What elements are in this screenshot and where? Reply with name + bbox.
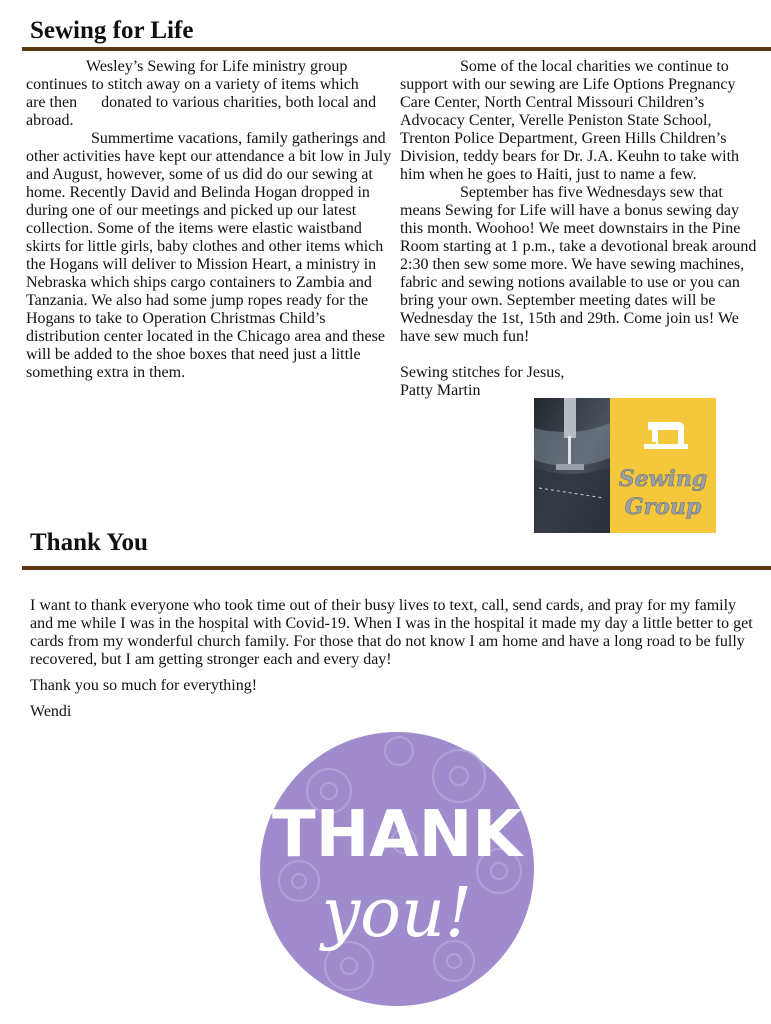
section-divider <box>22 566 771 570</box>
sewing-left-paragraph-1-line-4: abroad. <box>26 112 74 129</box>
thank-image-line-1: THANK <box>272 798 522 872</box>
sewing-signature: Patty Martin <box>400 382 481 399</box>
thank-image-line-2: you! <box>321 874 473 953</box>
thanks-paragraph-2: Thank you so much for everything! <box>30 677 258 694</box>
thanks-signature: Wendi <box>30 703 72 720</box>
sewing-left-column <box>26 58 392 382</box>
thanks-paragraph-1: I want to thank everyone who took time out of their busy lives to text, call, send cards, and pray for my family and me while I was in the hospital with Covid-19. When I was in the hospital it made my day a little better to get cards from my wonderful church family. For those that do not know I am home and have a long road to be fully recovered, but I am getting stronger each and every day! <box>30 597 753 668</box>
thanks-heading: Thank You <box>30 529 148 556</box>
sewing-left-paragraph-2: Summertime vacations, family gatherings and other activities have kept our attendance a bit low in July and August, however, some of us did do our sewing at home. Recently David and Belinda Hogan dropped in during one of our meetings and picked up our latest collection. Some of the items were elastic waistband skirts for little girls, baby clothes and other items which the Hogans will deliver to Mission Heart, a ministry in Nebraska which ships cargo containers to Zambia and Tanzania. We also had some jump ropes ready for the Hogans to take to Operation Christmas Child’s distribution center located in the Chicago area and these will be added to the shoe boxes that need just a little something extra in them. <box>26 130 392 381</box>
sewing-right-column <box>400 58 764 400</box>
sewing-left-paragraph-1-line-3: are then donated to various charities, both local and <box>26 94 377 111</box>
sewing-group-image <box>534 398 716 533</box>
sewing-left-paragraph-1-line-1: Wesley’s Sewing for Life ministry group <box>86 58 348 75</box>
sewing-right-paragraph-1: Some of the local charities we continue to support with our sewing are Life Options Pregnancy Care Center, North Central Missouri Children’s Advocacy Center, Verelle Peniston State School, Trenton Police Department, Green Hills Children’s Division, teddy bears for Dr. J.A. Keuhn to take with him when he goes to Haiti, just to name a few. <box>400 58 740 183</box>
sewing-closing: Sewing stitches for Jesus, <box>400 364 565 381</box>
sewing-image-line-2: Group <box>624 494 702 520</box>
thanks-body <box>30 597 758 729</box>
sewing-image-line-1: Sewing <box>618 466 708 492</box>
sewing-left-paragraph-1-line-2: continues to stitch away on a variety of items which <box>26 76 359 93</box>
section-divider <box>22 47 771 51</box>
sewing-heading: Sewing for Life <box>30 17 194 44</box>
sewing-right-paragraph-2: September has five Wednesdays sew that means Sewing for Life will have a bonus sewing day this month. Woohoo! We meet downstairs in the Pine Room starting at 1 p.m., take a devotional break around 2:30 then sew some more. We have sewing machines, fabric and sewing notions available to use or you can bring your own. September meeting dates will be Wednesday the 1st, 15th and 29th. Come join us! We have sew much fun! <box>400 184 757 345</box>
thank-you-image <box>259 731 535 1007</box>
